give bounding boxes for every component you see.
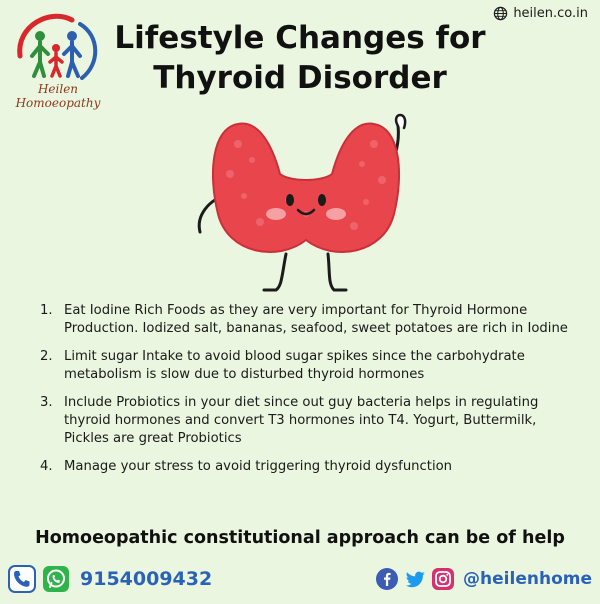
social-group	[375, 567, 592, 591]
facebook-icon[interactable]	[375, 567, 399, 591]
website-link[interactable]	[493, 6, 588, 21]
phone-icon[interactable]	[8, 565, 36, 593]
tagline: Homoeopathic constitutional approach can be of help	[35, 528, 565, 548]
whatsapp-icon[interactable]	[42, 565, 70, 593]
list-item-number: 3.	[40, 395, 53, 410]
list-item-text: Limit sugar Intake to avoid blood sugar spikes since the carbohydrate metabolism is slow due to disturbed thyroid hormones	[64, 349, 525, 382]
list-item-text: Manage your stress to avoid triggering thyroid dysfunction	[64, 459, 453, 474]
list-item	[40, 302, 580, 338]
list-item	[40, 394, 580, 448]
brand-name	[6, 82, 110, 110]
list-item	[40, 458, 580, 476]
twitter-icon[interactable]	[403, 567, 427, 591]
list-item-number: 4.	[40, 459, 53, 474]
page-title	[108, 18, 492, 98]
brand-name-line2: Homoeopathy	[15, 96, 101, 110]
title-line1: Lifestyle Changes for	[114, 20, 486, 56]
contact-group[interactable]	[8, 565, 212, 593]
list-item-text: Eat Iodine Rich Foods as they are very important for Thyroid Hormone Production. Iodized salt, bananas, seafood, sweet potatoes are rich in Iodine	[64, 303, 568, 336]
list-item-number: 1.	[40, 303, 53, 318]
brand-name-line1: Heilen	[37, 82, 79, 96]
globe-icon	[493, 6, 508, 21]
list-item-number: 2.	[40, 349, 53, 364]
list-item-text: Include Probiotics in your diet since out guy bacteria helps in regulating thyroid hormones and convert T3 hormones into T4. Yogurt, Buttermilk, Pickles are great Probiotics	[64, 395, 539, 446]
instagram-icon[interactable]	[431, 567, 455, 591]
list-item	[40, 348, 580, 384]
title-line2: Thyroid Disorder	[153, 60, 447, 96]
social-handle[interactable]: @heilenhome	[463, 569, 592, 589]
tips-list	[40, 302, 580, 486]
footer-bar	[8, 562, 592, 596]
phone-number[interactable]: 9154009432	[80, 568, 213, 590]
website-text: heilen.co.in	[513, 6, 588, 21]
thyroid-mascot	[178, 104, 438, 294]
